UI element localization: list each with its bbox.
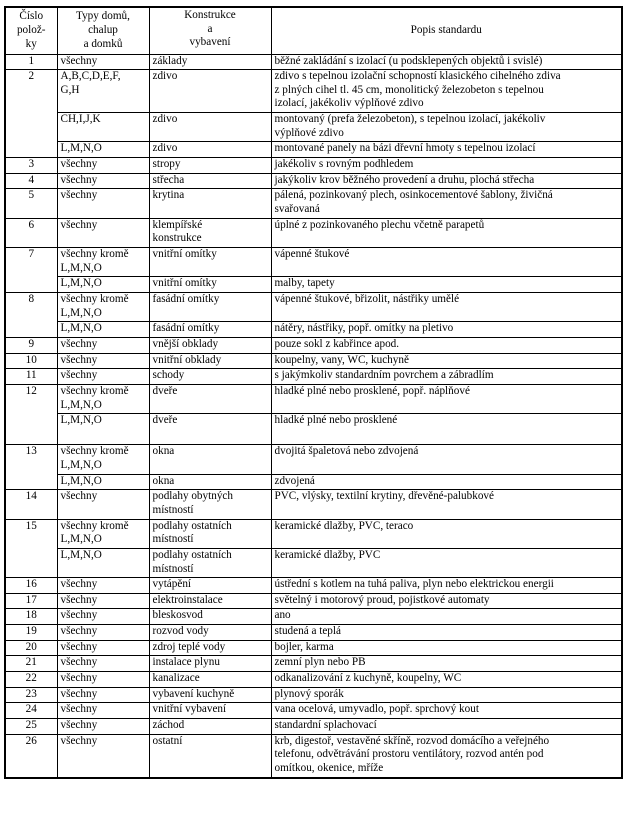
description-line: hladké plné nebo prosklené, popř. náplňové [274, 384, 470, 397]
table-row [5, 719, 622, 735]
construction-cell [149, 490, 271, 519]
table-row [5, 625, 622, 641]
house-types-cell [57, 593, 149, 609]
house-types-line: všechny [60, 189, 98, 202]
description-cell [271, 384, 622, 413]
table-row [5, 384, 622, 413]
house-types-cell [57, 609, 149, 625]
table-row [5, 445, 622, 474]
table-row [5, 474, 622, 490]
table-row [5, 672, 622, 688]
construction-cell [149, 578, 271, 594]
table-row [5, 687, 622, 703]
construction-cell [149, 474, 271, 490]
table-row [5, 173, 622, 189]
construction-line: krytina [152, 189, 185, 202]
house-types-line: všechny [60, 703, 98, 716]
item-number: 7 [5, 248, 57, 293]
description-cell [271, 578, 622, 594]
description-line: studená a teplá [274, 625, 341, 638]
construction-line: vnitřní obklady [152, 353, 222, 366]
description-cell [271, 656, 622, 672]
construction-cell [149, 248, 271, 277]
house-types-line: všechny [60, 687, 98, 700]
description-line: montovaný (prefa železobeton), s tepelnou izolací, jakékoliv [274, 113, 546, 126]
house-types-line: všechny [60, 719, 98, 732]
description-cell [271, 719, 622, 735]
construction-cell [149, 158, 271, 174]
description-cell [271, 189, 622, 218]
construction-line: místností [152, 503, 194, 516]
description-cell [271, 158, 622, 174]
construction-cell [149, 593, 271, 609]
house-types-line: L,M,N,O [60, 306, 102, 319]
table-row [5, 113, 622, 142]
description-line: z plných cihel tl. 45 cm, monolitický železobeton s tepelnou [274, 83, 544, 96]
description-line: hladké plné nebo prosklené [274, 414, 398, 427]
construction-line: zdivo [152, 70, 178, 83]
item-number: 11 [5, 369, 57, 385]
description-line: úplné z pozinkovaného plechu včetně parapetů [274, 218, 485, 231]
table-row [5, 142, 622, 158]
table-body [5, 54, 622, 778]
construction-line: vnější obklady [152, 337, 219, 350]
item-number: 6 [5, 218, 57, 247]
construction-line: stropy [152, 158, 181, 171]
construction-line: vybavení kuchyně [152, 687, 235, 700]
construction-line: fasádní omítky [152, 293, 220, 305]
house-types-cell [57, 625, 149, 641]
house-types-cell [57, 445, 149, 474]
house-types-line: všechny [60, 640, 98, 653]
house-types-line: všechny [60, 173, 98, 186]
table-row [5, 656, 622, 672]
house-types-line: všechny [60, 734, 98, 747]
table-row [5, 703, 622, 719]
description-line: ústřední s kotlem na tuhá paliva, plyn nebo elektrickou energii [274, 578, 554, 591]
house-types-cell [57, 414, 149, 445]
table-row [5, 640, 622, 656]
construction-line: schody [152, 369, 185, 382]
table-row [5, 337, 622, 353]
description-cell [271, 113, 622, 142]
description-line: vápenné štukové [274, 248, 350, 261]
construction-line: základy [152, 54, 188, 67]
item-number: 8 [5, 293, 57, 338]
house-types-line: všechny [60, 54, 98, 67]
construction-cell [149, 113, 271, 142]
construction-line: zdroj teplé vody [152, 640, 226, 653]
construction-cell [149, 719, 271, 735]
description-cell [271, 672, 622, 688]
construction-cell [149, 142, 271, 158]
construction-line: dveře [152, 414, 178, 427]
construction-cell [149, 54, 271, 70]
description-line: pouze sokl z kabřince apod. [274, 337, 400, 350]
house-types-line: všechny [60, 578, 98, 591]
item-number: 10 [5, 353, 57, 369]
description-line: nátěry, nástřiky, popř. omítky na pletivo [274, 322, 454, 335]
construction-line: vnitřní omítky [152, 277, 217, 290]
header-construction: Konstrukce a vybavení [149, 7, 271, 54]
house-types-cell [57, 578, 149, 594]
house-types-line: všechny kromě [60, 445, 129, 458]
house-types-cell [57, 142, 149, 158]
description-line: zdvojená [274, 474, 315, 487]
house-types-line: CH,I,J,K [60, 113, 101, 126]
description-line: výplňové zdivo [274, 126, 344, 139]
house-types-cell [57, 384, 149, 413]
construction-line: podlahy obytných [152, 490, 233, 503]
table-row [5, 548, 622, 577]
house-types-line: všechny [60, 490, 98, 503]
construction-cell [149, 70, 271, 113]
construction-cell [149, 384, 271, 413]
table-row [5, 218, 622, 247]
description-cell [271, 640, 622, 656]
description-line: koupelny, vany, WC, kuchyně [274, 353, 409, 366]
description-cell [271, 322, 622, 338]
construction-cell [149, 337, 271, 353]
description-cell [271, 445, 622, 474]
item-number: 21 [5, 656, 57, 672]
house-types-cell [57, 322, 149, 338]
description-cell [271, 277, 622, 293]
construction-cell [149, 293, 271, 322]
table-row [5, 414, 622, 445]
house-types-cell [57, 672, 149, 688]
description-line: malby, tapety [274, 277, 335, 290]
item-number: 3 [5, 158, 57, 174]
item-number: 12 [5, 384, 57, 444]
description-cell [271, 625, 622, 641]
house-types-line: L,M,N,O [60, 414, 102, 427]
table-row [5, 353, 622, 369]
construction-cell [149, 703, 271, 719]
construction-line: bleskosvod [152, 609, 203, 622]
description-cell [271, 414, 622, 445]
table-row [5, 734, 622, 777]
construction-line: ostatní [152, 734, 183, 747]
description-cell [271, 142, 622, 158]
table-row [5, 70, 622, 113]
house-types-cell [57, 734, 149, 777]
construction-cell [149, 445, 271, 474]
table-row [5, 189, 622, 218]
table-row [5, 293, 622, 322]
construction-line: okna [152, 445, 175, 458]
house-types-cell [57, 687, 149, 703]
construction-line: klempířské [152, 218, 203, 231]
construction-line: rozvod vody [152, 625, 209, 638]
house-types-cell [57, 474, 149, 490]
house-types-cell [57, 218, 149, 247]
item-number: 18 [5, 609, 57, 625]
header-row [5, 7, 622, 54]
description-cell [271, 548, 622, 577]
description-line: keramické dlažby, PVC, teraco [274, 519, 414, 532]
item-number: 4 [5, 173, 57, 189]
description-line: pálená, pozinkovaný plech, osinkocementové šablony, živičná [274, 189, 553, 202]
house-types-line: všechny [60, 158, 98, 171]
construction-line: konstrukce [152, 232, 202, 245]
description-line: keramické dlažby, PVC [274, 548, 381, 561]
construction-line: zdivo [152, 113, 178, 126]
item-number: 2 [5, 70, 57, 158]
description-cell [271, 353, 622, 369]
house-types-line: všechny [60, 656, 98, 669]
construction-line: fasádní omítky [152, 322, 220, 335]
construction-cell [149, 609, 271, 625]
house-types-line: L,M,N,O [60, 398, 102, 411]
description-cell [271, 173, 622, 189]
table-row [5, 158, 622, 174]
header-number: Číslo polož- ky [5, 7, 57, 54]
house-types-cell [57, 70, 149, 113]
house-types-line: všechny [60, 609, 98, 622]
description-line: s jakýmkoliv standardním povrchem a zábradlím [274, 369, 494, 382]
house-types-line: všechny [60, 672, 98, 685]
description-line: jakékoliv s rovným podhledem [274, 158, 414, 171]
construction-cell [149, 734, 271, 777]
house-types-cell [57, 248, 149, 277]
description-line: plynový sporák [274, 687, 344, 700]
description-line: ano [274, 609, 291, 622]
table-row [5, 369, 622, 385]
house-types-cell [57, 548, 149, 577]
standards-table [4, 6, 623, 779]
house-types-line: všechny [60, 353, 98, 366]
item-number: 9 [5, 337, 57, 353]
item-number: 14 [5, 490, 57, 519]
house-types-line: všechny kromě [60, 384, 129, 397]
construction-cell [149, 173, 271, 189]
description-cell [271, 54, 622, 70]
description-line: dvojitá špaletová nebo zdvojená [274, 445, 419, 458]
construction-cell [149, 277, 271, 293]
construction-cell [149, 322, 271, 338]
construction-cell [149, 548, 271, 577]
house-types-cell [57, 337, 149, 353]
construction-line: místností [152, 562, 194, 575]
description-line: telefonu, odvětrávání prostoru ventilátory, rozvod antén pod [274, 748, 544, 761]
construction-cell [149, 414, 271, 445]
house-types-cell [57, 54, 149, 70]
description-line: zdivo s tepelnou izolační schopností klasického cihelného zdiva [274, 70, 561, 83]
construction-line: podlahy ostatních [152, 519, 232, 532]
item-number: 13 [5, 445, 57, 490]
description-cell [271, 703, 622, 719]
item-number: 23 [5, 687, 57, 703]
house-types-cell [57, 173, 149, 189]
construction-line: zdivo [152, 142, 178, 155]
house-types-cell [57, 703, 149, 719]
house-types-line: L,M,N,O [60, 548, 102, 561]
house-types-line: L,M,N,O [60, 261, 102, 274]
description-cell [271, 734, 622, 777]
table-row [5, 609, 622, 625]
house-types-cell [57, 277, 149, 293]
house-types-line: A,B,C,D,E,F, [60, 70, 121, 83]
item-number: 19 [5, 625, 57, 641]
description-line: běžné zakládání s izolací (u podsklepených objektů i svislé) [274, 54, 543, 67]
description-cell [271, 70, 622, 113]
construction-cell [149, 687, 271, 703]
table-row [5, 593, 622, 609]
house-types-line: všechny kromě [60, 293, 129, 305]
description-line: vana ocelová, umyvadlo, popř. sprchový kout [274, 703, 479, 716]
table-row [5, 322, 622, 338]
construction-cell [149, 353, 271, 369]
construction-line: instalace plynu [152, 656, 220, 669]
house-types-line: L,M,N,O [60, 277, 102, 290]
description-line: krb, digestoř, vestavěné skříně, rozvod domácího a veřejného [274, 734, 550, 747]
construction-cell [149, 625, 271, 641]
description-cell [271, 218, 622, 247]
description-line: PVC, vlýsky, textilní krytiny, dřevěné-palubkové [274, 490, 494, 503]
description-line: odkanalizování z kuchyně, koupelny, WC [274, 672, 462, 685]
house-types-line: L,M,N,O [60, 474, 102, 487]
item-number: 26 [5, 734, 57, 777]
table-row [5, 490, 622, 519]
description-cell [271, 248, 622, 277]
house-types-cell [57, 293, 149, 322]
construction-line: dveře [152, 384, 178, 397]
description-line: omítkou, okenice, mříže [274, 762, 384, 775]
description-cell [271, 490, 622, 519]
house-types-line: L,M,N,O [60, 142, 102, 155]
description-cell [271, 687, 622, 703]
house-types-cell [57, 369, 149, 385]
house-types-line: L,M,N,O [60, 458, 102, 471]
item-number: 1 [5, 54, 57, 70]
construction-cell [149, 369, 271, 385]
description-line: jakýkoliv krov běžného provedení a druhu, plochá střecha [274, 173, 535, 186]
construction-cell [149, 189, 271, 218]
construction-line: místností [152, 533, 194, 546]
construction-line: elektroinstalace [152, 593, 223, 606]
house-types-line: L,M,N,O [60, 322, 102, 335]
house-types-cell [57, 353, 149, 369]
item-number: 5 [5, 189, 57, 218]
description-cell [271, 609, 622, 625]
description-cell [271, 593, 622, 609]
house-types-line: všechny [60, 218, 98, 231]
house-types-line: všechny [60, 593, 98, 606]
house-types-line: všechny [60, 625, 98, 638]
description-line: bojler, karma [274, 640, 334, 653]
construction-line: střecha [152, 173, 185, 186]
construction-line: podlahy ostatních [152, 548, 232, 561]
house-types-line: všechny [60, 369, 98, 382]
construction-line: záchod [152, 719, 185, 732]
house-types-cell [57, 519, 149, 548]
house-types-line: všechny kromě [60, 248, 129, 261]
construction-cell [149, 656, 271, 672]
item-number: 25 [5, 719, 57, 735]
house-types-cell [57, 189, 149, 218]
description-line: standardní splachovací [274, 719, 377, 732]
item-number: 15 [5, 519, 57, 578]
table-row [5, 248, 622, 277]
item-number: 16 [5, 578, 57, 594]
house-types-cell [57, 656, 149, 672]
table-row [5, 519, 622, 548]
header-description: Popis standardu [271, 7, 622, 54]
house-types-line: L,M,N,O [60, 533, 102, 546]
description-line: světelný i motorový proud, pojistkové automaty [274, 593, 490, 606]
description-cell [271, 519, 622, 548]
construction-line: vytápění [152, 578, 192, 591]
description-cell [271, 293, 622, 322]
construction-cell [149, 519, 271, 548]
description-cell [271, 369, 622, 385]
house-types-cell [57, 719, 149, 735]
house-types-cell [57, 158, 149, 174]
description-cell [271, 474, 622, 490]
table-row [5, 54, 622, 70]
construction-cell [149, 640, 271, 656]
house-types-line: G,H [60, 83, 80, 96]
item-number: 24 [5, 703, 57, 719]
house-types-cell [57, 490, 149, 519]
house-types-line: všechny kromě [60, 519, 129, 532]
construction-cell [149, 218, 271, 247]
table-row [5, 578, 622, 594]
description-line: montované panely na bázi dřevní hmoty s tepelnou izolací [274, 142, 536, 155]
construction-line: kanalizace [152, 672, 200, 685]
description-line: svařovaná [274, 203, 320, 216]
item-number: 17 [5, 593, 57, 609]
description-line: vápenné štukové, břizolit, nástřiky umělé [274, 293, 460, 305]
house-types-cell [57, 640, 149, 656]
construction-line: okna [152, 474, 175, 487]
description-line: izolací, jakékoliv výplňové zdivo [274, 97, 424, 110]
construction-cell [149, 672, 271, 688]
table-row [5, 277, 622, 293]
construction-line: vnitřní vybavení [152, 703, 227, 716]
house-types-line: všechny [60, 337, 98, 350]
construction-line: vnitřní omítky [152, 248, 217, 261]
item-number: 22 [5, 672, 57, 688]
house-types-cell [57, 113, 149, 142]
item-number: 20 [5, 640, 57, 656]
description-line: zemní plyn nebo PB [274, 656, 366, 669]
description-cell [271, 337, 622, 353]
header-types: Typy domů, chalup a domků [57, 7, 149, 54]
